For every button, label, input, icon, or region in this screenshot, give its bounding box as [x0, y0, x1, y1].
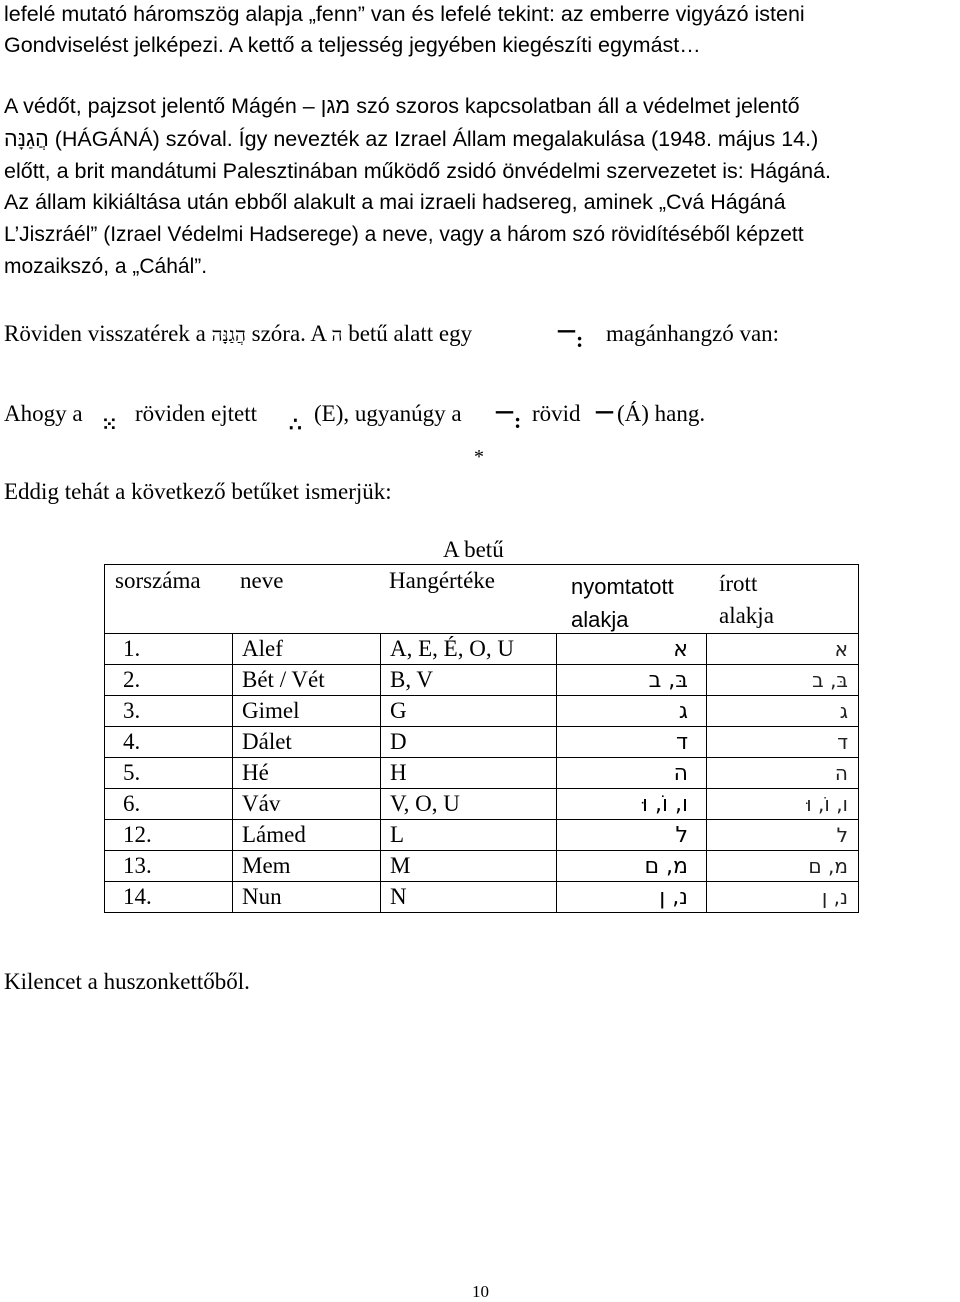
header-printed-line1: nyomtatott	[571, 574, 674, 599]
row-letter-name: Alef	[233, 634, 381, 665]
para5-line: Eddig tehát a következő betűket ismerjük:	[4, 479, 392, 504]
patah-vowel-sign: –	[596, 391, 613, 428]
page-number: 10	[472, 1282, 489, 1301]
table-group-header: A betű	[443, 537, 504, 562]
header-written	[719, 568, 774, 632]
row-letter-name: Bét / Vét	[233, 665, 381, 696]
row-sound-value: V, O, U	[381, 789, 557, 820]
hataf-patah-vowel-sign: –	[558, 310, 575, 347]
row-number: 4.	[105, 727, 233, 758]
row-written-form: מ, ם	[707, 851, 859, 882]
letters-table	[104, 633, 859, 913]
row-written-form: ו, וֹ, וּ	[707, 789, 859, 820]
row-letter-name: Hé	[233, 758, 381, 789]
row-printed-form: ל	[557, 820, 707, 851]
row-printed-form: א	[557, 634, 707, 665]
row-written-form: א	[707, 634, 859, 665]
row-number: 13.	[105, 851, 233, 882]
para3-text-c: betű alatt egy	[348, 321, 473, 346]
row-sound-value: L	[381, 820, 557, 851]
para4-text-d: rövid	[532, 401, 581, 426]
header-number: sorszáma	[115, 568, 201, 593]
row-printed-form: ד	[557, 727, 707, 758]
segol-vowel-sign: ∴	[289, 414, 303, 436]
row-number: 6.	[105, 789, 233, 820]
para3-text-b: szóra. A	[251, 321, 326, 346]
row-sound-value: H	[381, 758, 557, 789]
row-sound-value: D	[381, 727, 557, 758]
header-printed-line2: alakja	[571, 607, 629, 632]
row-written-form: ג	[707, 696, 859, 727]
row-written-form: בּ, ב	[707, 665, 859, 696]
hebrew-word-hagana: הֲגַנָּה	[4, 127, 49, 151]
para4-text-a: Ahogy a	[4, 401, 83, 426]
header-written-line2: alakja	[719, 603, 774, 628]
para2-line3: előtt, a brit mandátumi Palesztinában működő zsidó önvédelmi szervezetet is: Hágáná.	[4, 159, 831, 183]
hebrew-word-hagana-small: הֲגַנָּה	[211, 325, 246, 346]
hebrew-letter-he: ה	[331, 325, 343, 346]
row-letter-name: Nun	[233, 882, 381, 913]
row-written-form: ל	[707, 820, 859, 851]
table-row	[105, 789, 859, 820]
hataf-patah-vowel-sign-2: –	[496, 391, 513, 428]
row-printed-form: ה	[557, 758, 707, 789]
row-number: 2.	[105, 665, 233, 696]
row-printed-form: בּ, ב	[557, 665, 707, 696]
row-letter-name: Mem	[233, 851, 381, 882]
row-written-form: ה	[707, 758, 859, 789]
para3-text-d: magánhangzó van:	[606, 321, 780, 346]
row-sound-value: N	[381, 882, 557, 913]
para2-line2-text: (HÁGÁNÁ) szóval. Így nevezték az Izrael Állam megalakulása (1948. május 14.)	[54, 127, 819, 151]
table-row	[105, 665, 859, 696]
table-row	[105, 634, 859, 665]
row-number: 5.	[105, 758, 233, 789]
row-printed-form: נ, ן	[557, 882, 707, 913]
row-printed-form: ג	[557, 696, 707, 727]
header-written-line1: írott	[719, 571, 758, 596]
row-number: 14.	[105, 882, 233, 913]
para2-line2	[4, 126, 818, 152]
row-sound-value: B, V	[381, 665, 557, 696]
row-number: 12.	[105, 820, 233, 851]
row-written-form: ד	[707, 727, 859, 758]
para2-line5: L’Jiszráél” (Izrael Védelmi Hadserege) a neve, vagy a három szó rövidítéséből képzett	[4, 223, 804, 246]
row-sound-value: A, E, É, O, U	[381, 634, 557, 665]
para4-text-e: (Á) hang.	[617, 401, 706, 426]
hataf-patah-dots: :	[576, 327, 585, 352]
para3-text-a: Röviden visszatérek a	[4, 321, 206, 346]
closing-line: Kilencet a huszonkettőből.	[4, 969, 250, 994]
hataf-segol-vowel-sign: ⁙	[101, 414, 119, 436]
header-sound: Hangértéke	[389, 568, 495, 593]
para2-line1-text-a: A védőt, pajzsot jelentő Mágén –	[4, 94, 315, 118]
row-number: 1.	[105, 634, 233, 665]
para2-line1-text-b: szó szoros kapcsolatban áll a védelmet jelentő	[356, 94, 800, 118]
table-row	[105, 820, 859, 851]
para2-line1	[4, 93, 800, 119]
hataf-patah-dots-2: :	[514, 408, 523, 433]
row-number: 3.	[105, 696, 233, 727]
para2-line6: mozaikszó, a „Cáhál”.	[4, 255, 208, 278]
row-letter-name: Gimel	[233, 696, 381, 727]
row-written-form: נ, ן	[707, 882, 859, 913]
row-sound-value: G	[381, 696, 557, 727]
table-row	[105, 882, 859, 913]
para4-text-b: röviden ejtett	[135, 401, 257, 426]
row-sound-value: M	[381, 851, 557, 882]
row-letter-name: Váv	[233, 789, 381, 820]
asterisk-note: *	[474, 446, 484, 468]
header-printed	[571, 570, 711, 636]
para1-line2: Gondviselést jelképezi. A kettő a teljesség jegyében kiegészíti egymást…	[4, 33, 701, 57]
para2-line4: Az állam kikiáltása után ebből alakult a mai izraeli hadsereg, aminek „Cvá Hágáná	[4, 190, 786, 214]
table-row	[105, 696, 859, 727]
table-row	[105, 758, 859, 789]
para1-line1: lefelé mutató háromszög alapja „fenn” van és lefelé tekint: az emberre vigyázó isteni	[4, 2, 805, 26]
table-row	[105, 851, 859, 882]
row-printed-form: ו, וֹ, וּ	[557, 789, 707, 820]
para3-line	[4, 321, 472, 349]
table-row	[105, 727, 859, 758]
row-letter-name: Dálet	[233, 727, 381, 758]
row-printed-form: מ, ם	[557, 851, 707, 882]
para4-text-c: (E), ugyanúgy a	[314, 401, 462, 426]
row-letter-name: Lámed	[233, 820, 381, 851]
hebrew-word-magen: מגן	[320, 94, 351, 118]
header-name: neve	[240, 568, 284, 593]
